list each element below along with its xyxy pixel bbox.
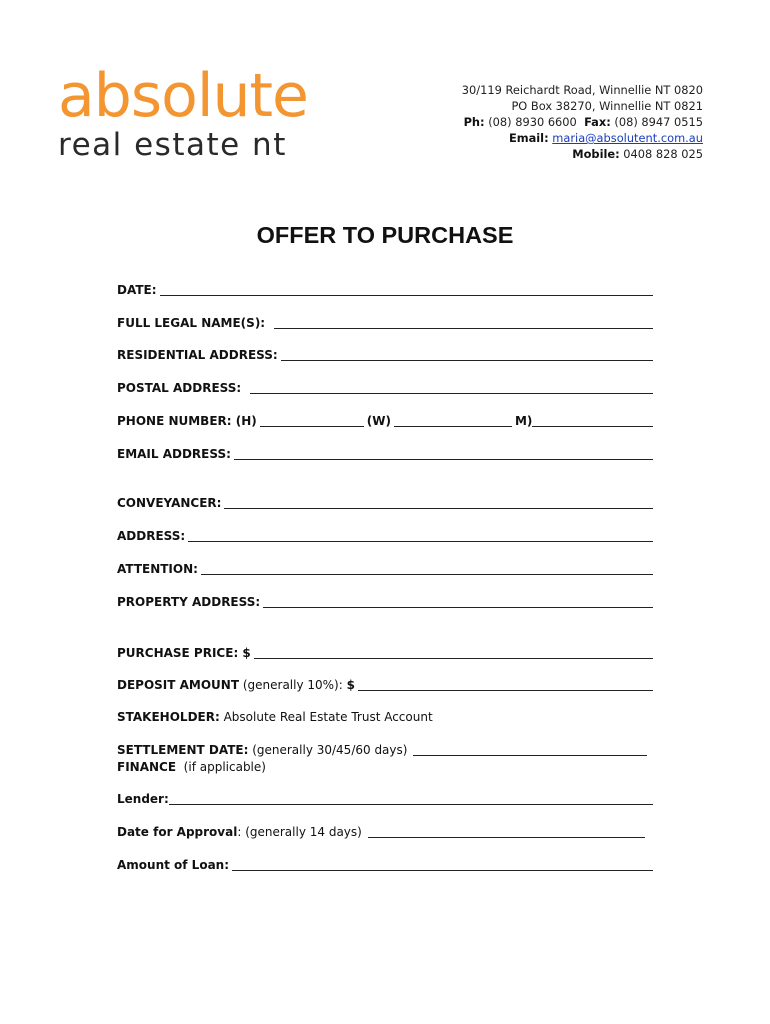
fax-value: (08) 8947 0515 — [614, 115, 703, 129]
legal-name-label: FULL LEGAL NAME(S): — [117, 316, 266, 330]
phone-fax-line — [462, 114, 703, 130]
company-logo — [58, 61, 308, 163]
email-link[interactable]: maria@absolutent.com.au — [552, 131, 703, 145]
phone-work-label: (W) — [366, 414, 391, 428]
address-line-1: 30/119 Reichardt Road, Winnellie NT 0820 — [461, 83, 703, 97]
address-line-2: PO Box 38270, Winnellie NT 0821 — [511, 99, 703, 113]
residential-row — [117, 347, 653, 363]
email-label: EMAIL ADDRESS: — [117, 447, 231, 461]
deposit-dollar: $ — [346, 678, 355, 692]
settlement-label: SETTLEMENT DATE: — [117, 743, 249, 757]
property-row — [117, 594, 653, 610]
postal-label: POSTAL ADDRESS: — [117, 381, 242, 395]
address-row — [117, 528, 653, 544]
finance-note: (if applicable) — [176, 760, 266, 774]
mobile-line — [462, 146, 703, 162]
postal-row — [117, 380, 653, 396]
loan-field[interactable] — [232, 858, 653, 871]
stakeholder-label: STAKEHOLDER: — [117, 710, 220, 724]
email-field[interactable] — [234, 447, 653, 460]
mobile-value: 0408 828 025 — [623, 147, 703, 161]
logo-subtitle: real estate nt — [58, 127, 287, 163]
phone-label: Ph: — [463, 115, 485, 129]
deposit-field[interactable] — [358, 678, 653, 691]
property-label: PROPERTY ADDRESS: — [117, 595, 261, 609]
phone-work-field[interactable] — [394, 414, 512, 427]
approval-label: Date for Approval — [117, 825, 238, 839]
phone-mobile-label: M) — [514, 414, 533, 428]
loan-label: Amount of Loan: — [117, 858, 230, 872]
conveyancer-field[interactable] — [224, 496, 653, 509]
stakeholder-row — [117, 709, 653, 725]
lender-label: Lender: — [117, 792, 169, 806]
phone-row — [117, 413, 653, 429]
deposit-label: DEPOSIT AMOUNT — [117, 678, 240, 692]
fax-label: Fax: — [584, 115, 611, 129]
logo-wordmark: absolute — [58, 61, 308, 131]
postal-field[interactable] — [250, 381, 653, 394]
email-row — [117, 446, 653, 462]
legal-name-row — [117, 315, 653, 331]
approval-note: : (generally 14 days) — [237, 825, 362, 839]
attention-row — [117, 561, 653, 577]
email-line — [462, 130, 703, 146]
contact-block — [462, 82, 703, 162]
loan-row — [117, 857, 653, 873]
attention-field[interactable] — [201, 562, 653, 575]
finance-row — [117, 759, 653, 775]
date-row — [117, 282, 653, 298]
settlement-row — [117, 742, 647, 758]
property-field[interactable] — [263, 595, 653, 608]
stakeholder-value: Absolute Real Estate Trust Account — [219, 710, 433, 724]
deposit-row — [117, 677, 653, 693]
date-label: DATE: — [117, 283, 157, 297]
approval-field[interactable] — [368, 825, 645, 838]
lender-field[interactable] — [169, 792, 653, 805]
finance-label: FINANCE — [117, 760, 177, 774]
deposit-note: (generally 10%): — [239, 678, 347, 692]
address-label: ADDRESS: — [117, 529, 186, 543]
approval-row — [117, 824, 645, 840]
attention-label: ATTENTION: — [117, 562, 198, 576]
address-field[interactable] — [188, 529, 653, 542]
page-title: OFFER TO PURCHASE — [256, 222, 514, 248]
phone-mobile-field[interactable] — [532, 414, 653, 427]
lender-row — [117, 791, 653, 807]
price-label: PURCHASE PRICE: $ — [117, 646, 251, 660]
mobile-label: Mobile: — [572, 147, 620, 161]
settlement-note: (generally 30/45/60 days) — [248, 743, 408, 757]
conveyancer-label: CONVEYANCER: — [117, 496, 222, 510]
price-field[interactable] — [254, 646, 653, 659]
price-row — [117, 645, 653, 661]
residential-field[interactable] — [281, 348, 653, 361]
settlement-field[interactable] — [413, 743, 647, 756]
phone-home-field[interactable] — [260, 414, 364, 427]
legal-name-field[interactable] — [274, 316, 653, 329]
phone-home-label: PHONE NUMBER: (H) — [117, 414, 257, 428]
date-field[interactable] — [160, 283, 654, 296]
phone-value: (08) 8930 6600 — [488, 115, 577, 129]
residential-label: RESIDENTIAL ADDRESS: — [117, 348, 278, 362]
conveyancer-row — [117, 495, 653, 511]
email-label: Email: — [508, 131, 549, 145]
